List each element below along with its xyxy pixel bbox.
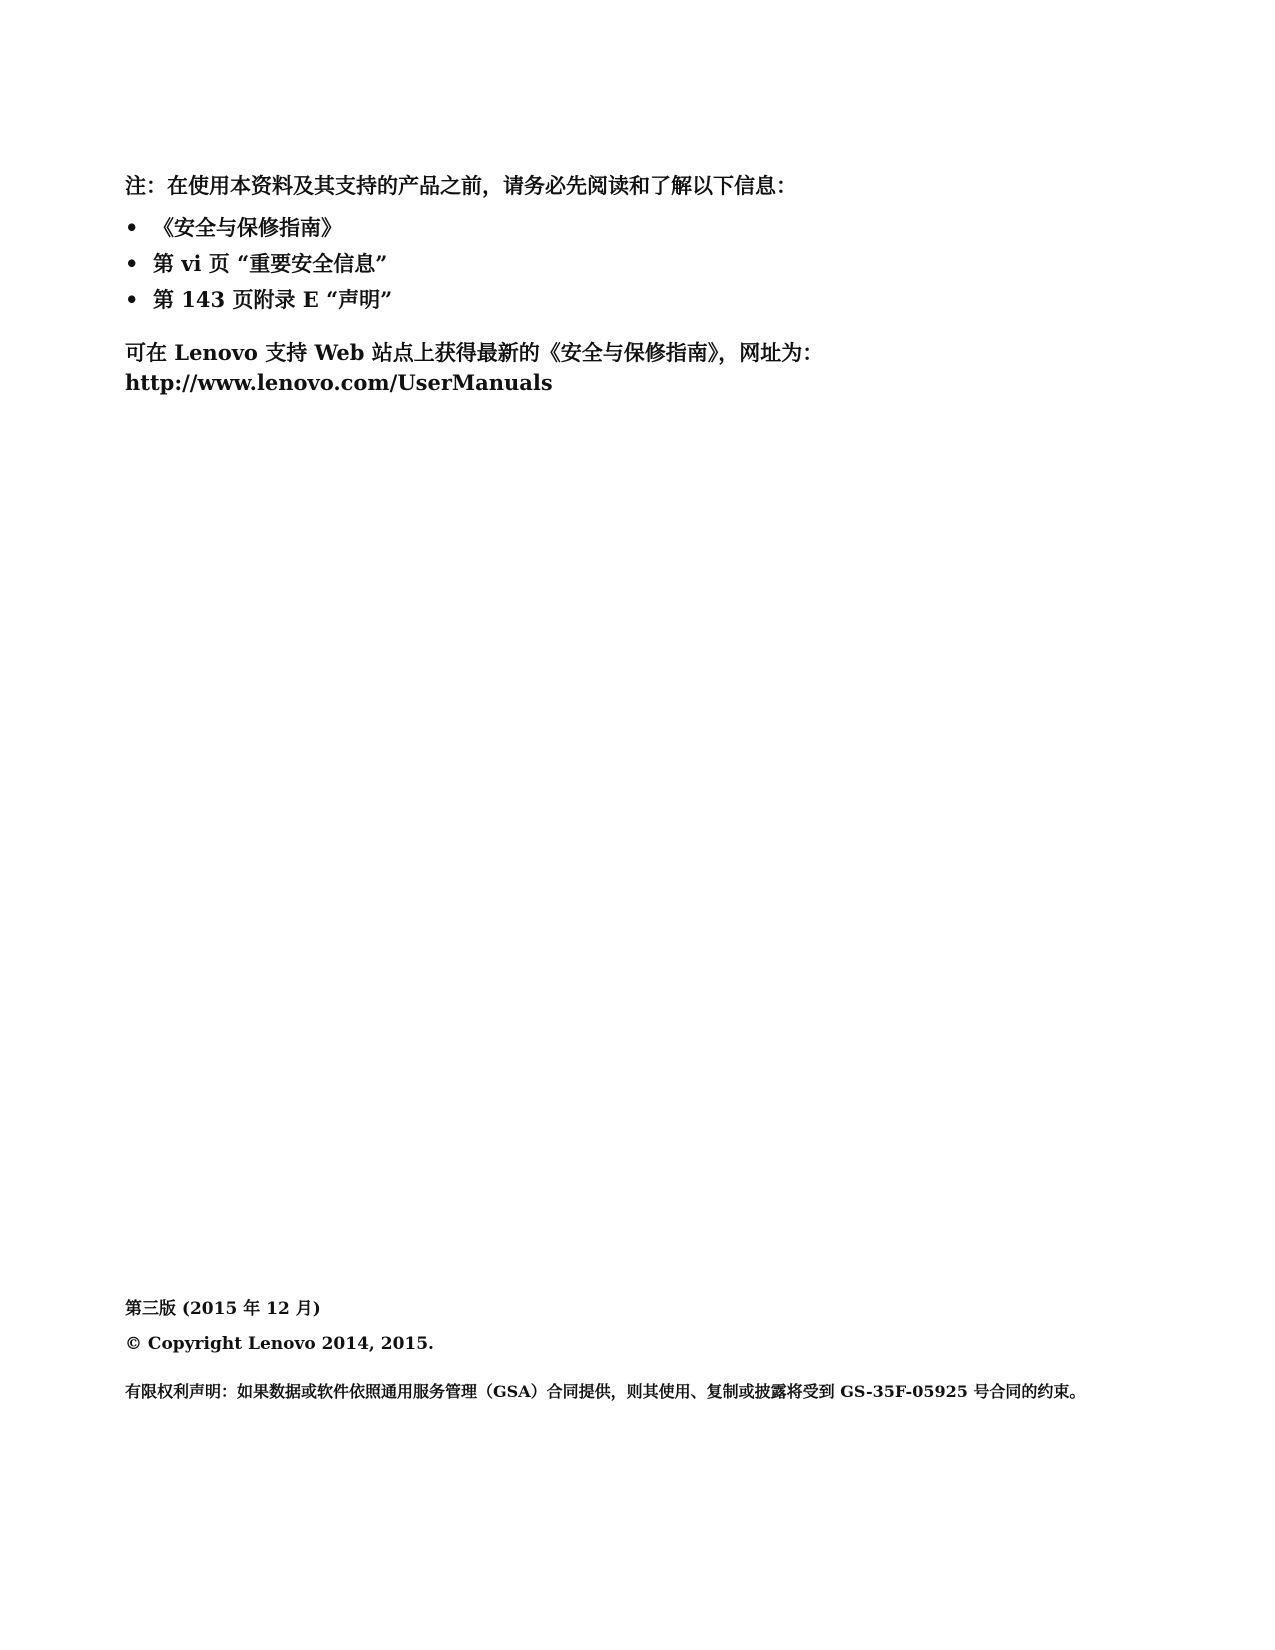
list-item (125, 210, 392, 246)
bullet-icon: • (125, 251, 139, 276)
bullet-icon: • (125, 215, 139, 240)
reading-note: 注：在使用本资料及其支持的产品之前，请务必先阅读和了解以下信息： (125, 173, 797, 198)
web-info-paragraph (125, 338, 823, 398)
bullet-icon: • (125, 287, 139, 312)
list-item (125, 282, 392, 318)
list-item-text: 第 vi 页 “重要安全信息” (153, 251, 388, 276)
edition-line: 第三版 (2015 年 12 月) (125, 1299, 321, 1319)
copyright-line: © Copyright Lenovo 2014, 2015. (125, 1334, 434, 1354)
list-item (125, 246, 392, 282)
web-info-text: 可在 Lenovo 支持 Web 站点上获得最新的《安全与保修指南》，网址为： (125, 340, 824, 365)
user-manuals-link[interactable]: http://www.lenovo.com/UserManuals (125, 370, 553, 395)
restricted-rights-notice: 有限权利声明：如果数据或软件依照通用服务管理（GSA）合同提供，则其使用、复制或披露将受到 GS-35F-05925 号合同的约束。 (125, 1382, 1086, 1401)
list-item-text: 第 143 页附录 E “声明” (153, 287, 393, 312)
required-reading-list (125, 210, 392, 318)
list-item-text: 《安全与保修指南》 (153, 215, 342, 240)
